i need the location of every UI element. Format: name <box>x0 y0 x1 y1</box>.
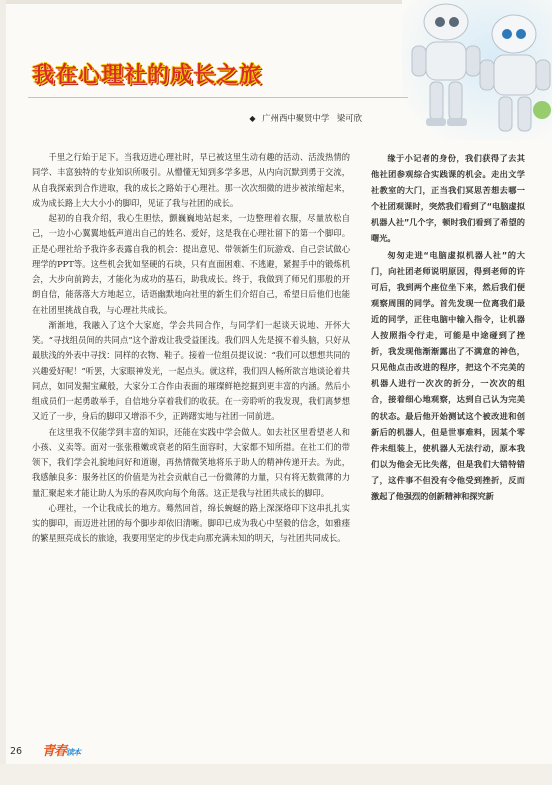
main-article-column <box>32 150 350 547</box>
title-divider <box>28 97 408 98</box>
robot-illustration <box>402 0 552 140</box>
main-paragraph: 心理社，一个让我成长的地方。蓦然回首，绵长蜿蜒的路上深深烙印下这串扎扎实实的脚印，而迈进社团的每个脚步却依旧清晰。脚印已成为我心中坚毅的信念，如雅瘗的繁星照亮成长的旅途，我要用坚定的步伐走向那充满未知的明天，与社团共同成长。 <box>32 502 350 544</box>
byline-school: 广州西中聚贤中学 <box>262 113 330 123</box>
left-edge <box>0 0 6 785</box>
footer-band <box>0 764 552 785</box>
magazine-logo <box>42 740 80 759</box>
logo-main: 青春 <box>42 744 67 759</box>
side-paragraph: 缘于小记者的身份，我们获得了去其他社团参观综合实践课的机会。走出文学社教室的大门，正当我们冥思苦想去哪一个社团观课时，突然我们看到了“电脑虚拟机器人社”几个字，顿时我们看到了希望的曙光。 <box>371 153 525 244</box>
byline-author: 梁可欣 <box>336 113 362 123</box>
main-paragraph: 起初的自我介绍，我心生胆怯，颤巍巍地站起来，一边整理着衣服，尽量放松自己，一边小心翼翼地低声道出自己的姓名、爱好，这是我在心理社留下的第一个脚印。正是心理社给予我许多表露自我的机会：提出意见、带领新生们玩游戏、自己尝试做心理学的PPT等。这些机会犹如坚硬的石块，只有直面困难、不逃避，紧握手中的锻炼机会，大步向前跨去，才能化为成功的基石，助我成长。终于，我做到了师兄们那般的开朗自信，能落落大方地起立，话语幽默地向社里的新生们介绍自己，希望日后他们也能在社团里挑战自我，与心理社共成长。 <box>32 213 350 315</box>
main-paragraph: 渐渐地，我融入了这个大家庭，学会共同合作，与同学们一起谈天说地、开怀大笑。“寻找组员间的共同点”这个游戏让我受益匪浅。我们四人先是摸不着头脑，只好从最肤浅的外表中寻找：同样的衣物、鞋子。接着一位组员提议说：“我们可以想想共同的兴趣爱好呢！”听罢，大家眼神发光，一起点头。就这样，我们四人畅所欲言地谈论着共同点，如同发掘宝藏般，大家分工合作由表面的璀璨鲜艳挖掘到更丰富的内涵。然后小组成员们一起勇敢举手，自信地分享着我们的收获。在一旁聆听的我发现，我们离梦想又近了一步，身后的脚印又增添不少，正踌躇实地与社团一同前进。 <box>32 319 350 422</box>
side-paragraph: 匆匆走进“电脑虚拟机器人社”的大门，向社团老师说明原因，得到老师的许可后，我到两个座位坐下来，然后我们便观察周围的同学。首先发现一位离我们最近的同学，正往电脑中输入指令，让机器人按照指令行走，可能是中途碰到了挫折，我发现他渐渐露出了不满意的神色，只见他点击改进的程序，把这个不完美的机器人进行一次次的折分，一次次的组合，接着细心地观察，达到自己认为完美的状态。最后他开始测试这个被改进和创新后的机器人，但是世事难料，因某个零件未组装上，使机器人无法行动，原本我们以为他会无比失落，但是我们大错特错了，这件事不但没有令他受到挫折，反而激起了他强烈的创新精神和探究新 <box>371 249 525 501</box>
side-article-column <box>371 150 525 504</box>
article-title: 我在心理社的成长之旅 <box>32 63 263 88</box>
page-number: 26 <box>10 746 23 757</box>
main-paragraph: 在这里我不仅能学到丰富的知识，还能在实践中学会做人。如去社区里看望老人和小孩、义卖等。面对一张张稚嫩或衰老的陌生面容时，大家都不知所措。在社工们的带领下，我们学会礼貌地问好和道谢，再热情微笑地将乐于助人的精神传递开去。为此，我感触良多：服务社区的价值是为社会贡献自己一份微薄的力量，只有将无数微薄的力量汇聚起来才能让助人为乐的春风吹向每个角落。这正是我与社团共成长的脚印。 <box>32 426 350 498</box>
byline <box>249 112 362 124</box>
logo-sub: 读本 <box>66 748 81 757</box>
main-paragraph: 千里之行始于足下。当我迈进心理社时，早已被这里生动有趣的活动、活泼热情的同学、丰富独特的专业知识所吸引。从懵懂无知到多学多思，从内向沉默到勇于交流，从自我探索到合作进取，我的成长之路始于心理社。那一次次细微的进步被浓缩起来，成为成长路上大大小小的脚印，见证了我与社团的成长。 <box>32 152 350 208</box>
diamond-icon: ◆ <box>249 114 256 123</box>
